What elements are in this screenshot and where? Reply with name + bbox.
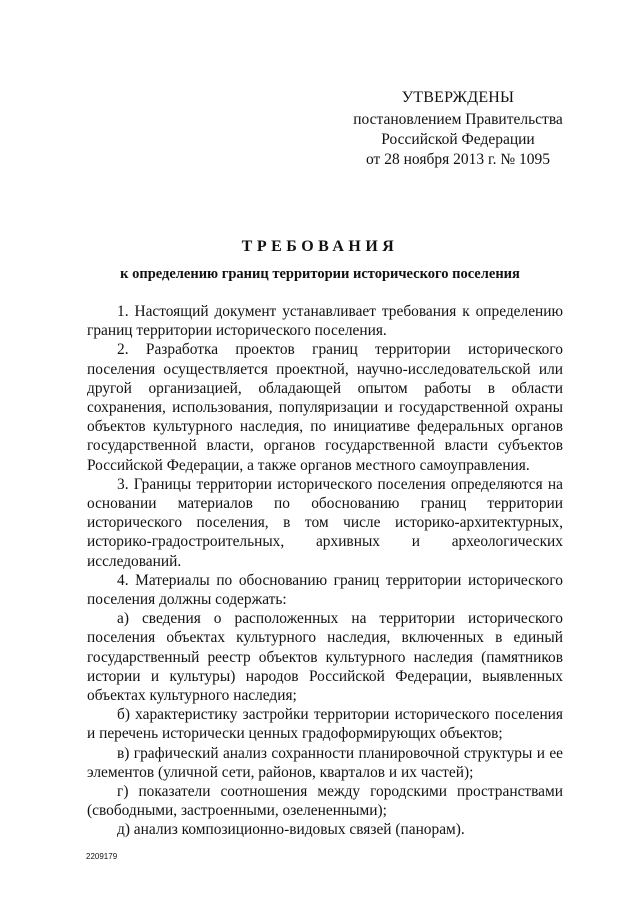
paragraph-4b: б) характеристику застройки территории исторического поселения и перечень исторически ценных градоформирующих объектов;	[87, 706, 563, 743]
document-body	[87, 302, 563, 840]
document-subtitle: к определению границ территории исторического поселения	[120, 266, 520, 282]
approval-line-3: от 28 ноября 2013 г. № 1095	[366, 151, 550, 168]
paragraph-4c: в) графический анализ сохранности планировочной структуры и ее элементов (уличной сети, районов, кварталов и их частей);	[87, 744, 563, 781]
paragraph-4e: д) анализ композиционно-видовых связей (панорам).	[117, 821, 465, 839]
paragraph-4: 4. Материалы по обоснованию границ территории исторического поселения должны содержать:	[87, 571, 563, 609]
paragraph-3: 3. Границы территории исторического поселения определяются на основании материалов по обоснованию границ территории исторического поселения, в том числе историко-архитектурных, историко-градостроительных, архивных и археологических исследований.	[87, 475, 563, 570]
paragraph-4d: г) показатели соотношения между городскими пространствами (свободными, застроенными, озелененными);	[87, 783, 563, 820]
document-title: ТРЕБОВАНИЯ	[241, 238, 399, 255]
approval-line-1: постановлением Правительства	[353, 111, 563, 128]
document-number: 2209179	[86, 852, 118, 861]
approval-line-2: Российской Федерации	[381, 131, 535, 148]
approval-heading: УТВЕРЖДЕНЫ	[401, 89, 515, 106]
paragraph-4a: а) сведения о расположенных на территории исторического поселения объектах культурного наследия, включенных в единый государственный реестр объектов культурного наследия (памятников истории и культуры) народов Российской Федерации, выявленных объектах культурного наследия;	[87, 610, 563, 705]
paragraph-2: 2. Разработка проектов границ территории исторического поселения осуществляется проектной, научно-исследовательской или другой организацией, обладающей опытом работы в области сохранения, использования, популяризации и государственной охраны объектов культурного наследия, по инициативе федеральных органов государственной власти, органов государственной власти субъектов Российской Федерации, а также органов местного самоуправления.	[87, 341, 563, 474]
approval-block	[344, 88, 572, 170]
paragraph-1: 1. Настоящий документ устанавливает требования к определению границ территории исторического поселения.	[87, 303, 563, 340]
